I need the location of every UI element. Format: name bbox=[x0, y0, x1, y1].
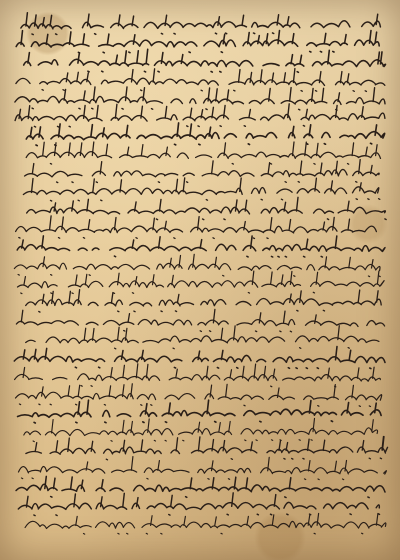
handwriting-line bbox=[18, 400, 382, 423]
handwriting-line bbox=[26, 290, 382, 312]
handwriting-line bbox=[18, 271, 385, 294]
handwriting-line bbox=[15, 87, 385, 110]
handwriting-line bbox=[23, 178, 379, 201]
handwritten-text-block bbox=[6, 6, 394, 554]
handwriting-line bbox=[16, 31, 379, 53]
handwriting-line bbox=[14, 347, 385, 369]
handwriting-line bbox=[26, 142, 389, 164]
handwriting-line bbox=[25, 160, 380, 183]
handwriting-line bbox=[14, 254, 390, 276]
handwriting-line bbox=[27, 197, 386, 219]
handwriting-line bbox=[17, 236, 385, 257]
handwriting-line bbox=[26, 123, 392, 146]
handwriting-line bbox=[15, 104, 385, 127]
handwriting-line bbox=[16, 216, 377, 239]
handwriting-line bbox=[26, 326, 385, 349]
handwriting-line bbox=[16, 384, 382, 407]
handwriting-line bbox=[16, 69, 385, 92]
handwriting-line bbox=[16, 476, 385, 497]
handwriting-line bbox=[19, 457, 392, 480]
handwriting-line bbox=[25, 514, 386, 535]
handwriting-line bbox=[21, 13, 381, 35]
handwriting-line bbox=[16, 309, 384, 331]
handwriting-line bbox=[15, 364, 381, 387]
handwriting-line bbox=[26, 437, 392, 460]
handwriting-lines bbox=[6, 6, 394, 554]
handwriting-line bbox=[18, 493, 386, 516]
